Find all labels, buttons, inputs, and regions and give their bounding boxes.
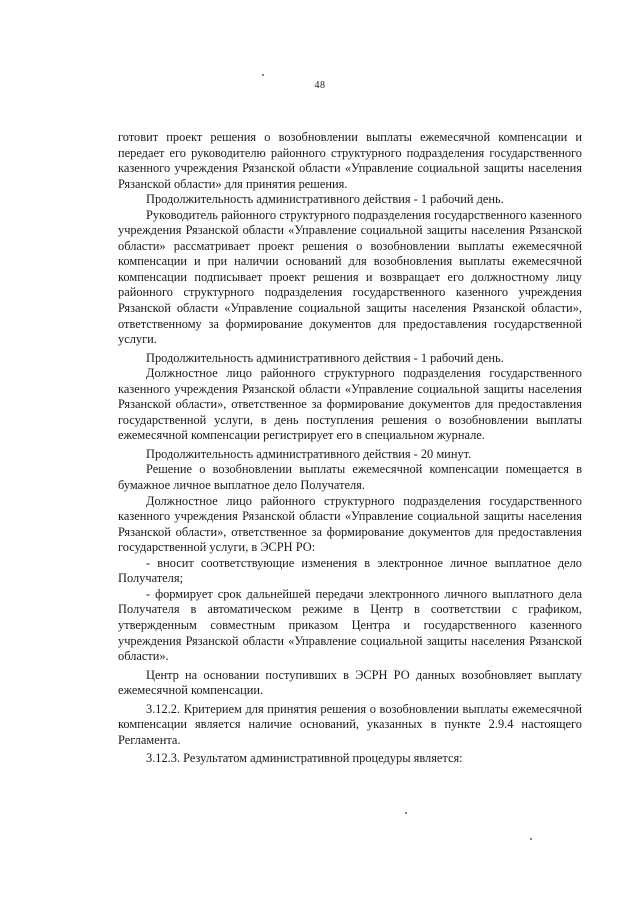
paragraph: готовит проект решения о возобновлении выплаты ежемесячной компенсации и передает его руководителю районного структурного подразделения государственного казенного учреждения Рязанской области «Управление социальной защиты населения Рязанской области» для принятия решения.: [118, 130, 582, 191]
paragraph: Решение о возобновлении выплаты ежемесячной компенсации помещается в бумажное личное выплатное дело Получателя.: [118, 462, 582, 493]
scan-speck: [405, 812, 407, 814]
list-item: - вносит соответствующие изменения в электронное личное выплатное дело Получателя;: [118, 555, 582, 586]
paragraph: Должностное лицо районного структурного подразделения государственного казенного учреждения Рязанской области «Управление социальной защиты населения Рязанской области», ответственное за формирование документов для предоставления государственной услуги, в ЭСРН РО:: [118, 493, 582, 555]
paragraph: Продолжительность административного действия - 20 минут.: [146, 446, 472, 461]
paragraph: Должностное лицо районного структурного подразделения государственного казенного учреждения Рязанской области «Управление социальной защиты населения Рязанской области», ответственное за формирование документов для предоставления государственной услуги, в день поступления решения о возобновлении выплаты ежемесячной компенсации регистрирует его в специальном журнале.: [118, 366, 582, 443]
paragraph: 3.12.2. Критерием для принятия решения о возобновлении выплаты ежемесячной компенсации является наличие оснований, указанных в пункте 2.9.4 настоящего Регламента.: [118, 701, 582, 747]
page-number: 48: [314, 80, 326, 91]
document-body: [118, 130, 582, 767]
paragraph: 3.12.3. Результатом административной процедуры является:: [146, 751, 463, 766]
paragraph: Центр на основании поступивших в ЭСРН РО данных возобновляет выплату ежемесячной компенсации.: [118, 667, 582, 698]
paragraph: Руководитель районного структурного подразделения государственного казенного учреждения Рязанской области «Управление социальной защиты населения Рязанской области» рассматривает проект решения о возобновлении выплаты ежемесячной компенсации и при наличии оснований для возобновления выплаты ежемесячной компенсации подписывает проект решения и возвращает его должностному лицу районного структурного подразделения государственного казенного учреждения Рязанской области «Управление социальной защиты населения Рязанской области», ответственному за формирование документов для предоставления государственной услуги.: [118, 207, 582, 347]
scan-speck: [530, 838, 532, 840]
list-item: - формирует срок дальнейшей передачи электронного личного выплатного дела Получателя в автоматическом режиме в Центр в соответствии с графиком, утвержденным совместным приказом Центра и государственного казенного учреждения Рязанской области «Управление социальной защиты населения Рязанской области».: [118, 586, 582, 664]
scan-speck: [262, 74, 264, 76]
paragraph: Продолжительность административного действия - 1 рабочий день.: [146, 350, 504, 365]
paragraph: Продолжительность административного действия - 1 рабочий день.: [146, 192, 504, 207]
